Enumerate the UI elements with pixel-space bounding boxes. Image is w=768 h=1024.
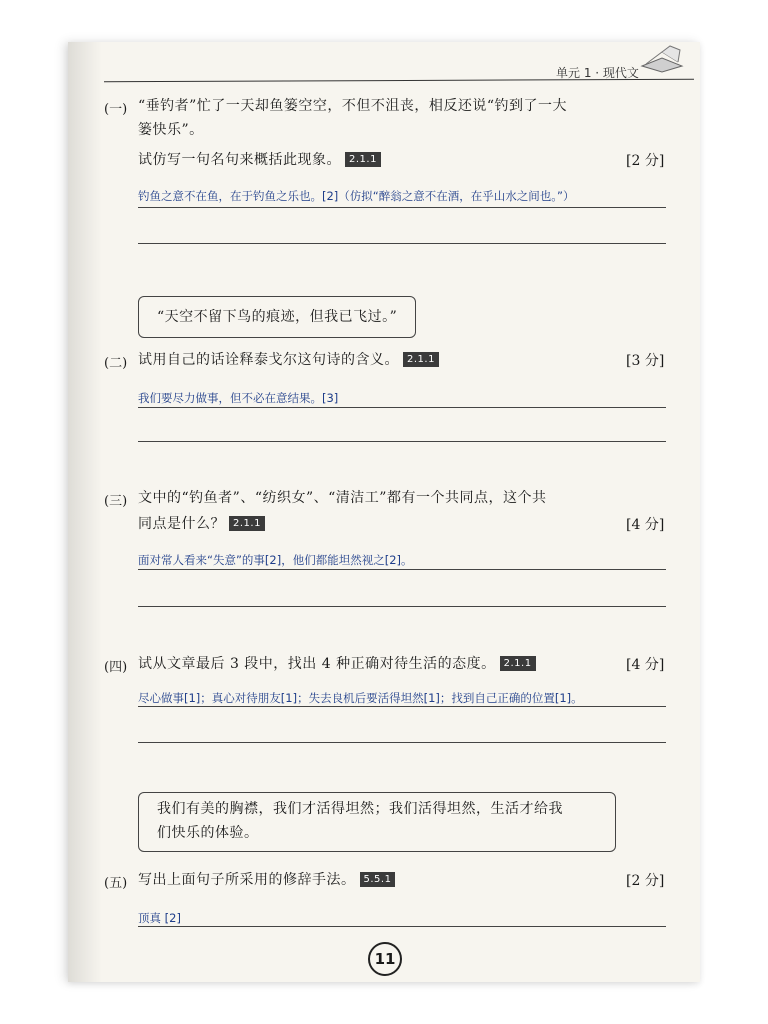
question-1-number: (一) [104, 102, 128, 117]
answer-line [138, 926, 666, 927]
question-5-number: (五) [104, 876, 128, 891]
answer-line [138, 742, 666, 743]
answer-line [138, 207, 666, 208]
question-2-number: (二) [104, 356, 128, 371]
question-4-number: (四) [104, 660, 128, 675]
question-3-number: (三) [104, 494, 128, 509]
quote-text-line1: 我们有美的胸襟，我们才活得坦然；我们活得坦然，生活才给我 [157, 801, 563, 817]
skill-code-badge: 2.1.1 [403, 352, 439, 367]
answer-line [138, 606, 666, 607]
question-3-marks: [4 分] [626, 517, 665, 533]
unit-label: 单元 1 · 现代文 [556, 66, 639, 80]
answer-line [138, 407, 666, 408]
question-5-answer: 顶真 [2] [138, 911, 181, 925]
question-1-text-line2: 篓快乐”。 [138, 122, 204, 138]
question-1-prompt: 试仿写一句名句来概括此现象。 2.1.1 [138, 148, 381, 172]
answer-line [138, 441, 666, 442]
skill-code-badge: 5.5.1 [360, 872, 396, 887]
question-1-marks: [2 分] [626, 153, 665, 169]
question-1-text-line1: “垂钓者”忙了一天却鱼篓空空，不但不沮丧，相反还说“钓到了一大 [138, 98, 567, 114]
question-3-answer: 面对常人看来“失意”的事[2]，他们都能坦然视之[2]。 [138, 553, 413, 567]
question-5-prompt: 写出上面句子所采用的修辞手法。 5.5.1 [138, 868, 395, 892]
question-2-marks: [3 分] [626, 353, 665, 369]
quote-text: “天空不留下鸟的痕迹，但我已飞过。” [157, 309, 398, 325]
question-4-prompt: 试从文章最后 3 段中，找出 4 种正确对待生活的态度。 2.1.1 [138, 652, 536, 676]
question-3-text-line2: 同点是什么？ 2.1.1 [138, 512, 265, 536]
question-4-answer: 尽心做事[1]；真心对待朋友[1]；失去良机后要活得坦然[1]；找到自己正确的位置[1]。 [138, 691, 583, 705]
question-2-answer: 我们要尽力做事，但不必在意结果。[3] [138, 391, 339, 405]
question-1-answer: 钓鱼之意不在鱼，在于钓鱼之乐也。[2]（仿拟“醉翁之意不在酒，在乎山水之间也。”） [138, 189, 575, 203]
quote-box [138, 296, 416, 338]
skill-code-badge: 2.1.1 [229, 516, 265, 531]
book-icon [640, 44, 684, 74]
question-5-marks: [2 分] [626, 873, 665, 889]
question-2-prompt: 试用自己的话诠释泰戈尔这句诗的含义。 2.1.1 [138, 348, 439, 372]
quote-box [138, 792, 616, 852]
skill-code-badge: 2.1.1 [345, 152, 381, 167]
answer-line [138, 706, 666, 707]
question-3-text-line1: 文中的“钓鱼者”、“纺织女”、“清洁工”都有一个共同点，这个共 [138, 490, 547, 506]
answer-line [138, 243, 666, 244]
page-number: 11 [368, 942, 402, 976]
answer-line [138, 569, 666, 570]
skill-code-badge: 2.1.1 [500, 656, 536, 671]
quote-text-line2: 们快乐的体验。 [157, 825, 259, 841]
question-4-marks: [4 分] [626, 657, 665, 673]
